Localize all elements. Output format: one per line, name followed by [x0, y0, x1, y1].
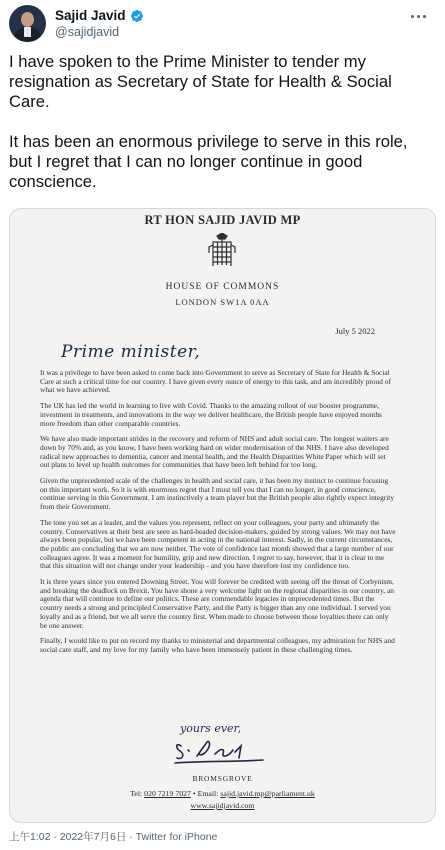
author-handle[interactable]: @sajidjavid — [55, 25, 120, 39]
tweet-header — [9, 5, 429, 45]
letter-paragraph: It is three years since you entered Downing Street. You will forever be credited with seeing off the threat of Corbynism, and breaking the deadlock on Brexit. You have shone a very welcome light on the regional disparities in our country, an agenda that will continue to define our politics. These are commendable legacies in unprecedented times. But the country needs a strong and principled Conservative Party, and the Party is bigger than any one individual. I served you loyally and as a friend, but we all serve the country first. When made to choose between those loyalties there can only be one answer. — [40, 577, 394, 630]
tweet-time[interactable]: 上午1:02 — [9, 831, 51, 843]
handwritten-signature — [173, 736, 268, 766]
letter-paragraph: We have also made important strides in the recovery and reform of NHS and adult social care. The longest waiters are down by 70% and, as you know, I have been working hard on wider modernisation of the NHS. I have also developed radical new approaches to dementia, cancer and mental health, and the Health Disparities White Paper which will set out plans to level up health outcomes for communities that have been left behind for too long. — [40, 434, 389, 470]
letter-date: July 5 2022 — [335, 326, 375, 336]
signatory: BROMSGROVE — [192, 774, 253, 783]
letterhead-title: RT HON SAJID JAVID MP — [144, 213, 301, 227]
letter-paragraph: Finally, I would like to put on record my thanks to ministerial and departmental colleagues, my admiration for NHS and social care staff, and my love for my family who have been immensely patient in these challenging times. — [40, 636, 395, 654]
tel-label: Tel: — [130, 789, 143, 798]
more-options-icon[interactable] — [407, 9, 429, 23]
tweet-meta — [9, 829, 217, 844]
email-label: • Email: — [192, 789, 219, 798]
author-display-name[interactable]: Sajid Javid — [55, 8, 126, 23]
tel-number: 020 7219 7027 — [144, 789, 191, 798]
letter-image[interactable] — [9, 208, 436, 823]
tweet-paragraph: It has been an enormous privilege to serve in this role, but I regret that I can no longer continue in good conscience. — [9, 132, 408, 191]
verified-badge-icon — [130, 9, 144, 23]
avatar[interactable] — [9, 5, 46, 42]
letter-paragraph: Given the unprecedented scale of the challenges in health and social care, it has been my instinct to continue focusing on this important work. So it is with enormous regret that I must tell you that I can no longer, in good conscience, continue serving in this Government. I am instinctively a team player but the British people also rightly expect integrity from their Government. — [40, 476, 395, 512]
tweet-text — [9, 52, 434, 212]
letter-paragraph: The tone you set as a leader, and the values you represent, reflect on your colleagues, your party and ultimately the country. Conservatives at their best are seen as hard-headed decision-makers, guided by strong values. We may not have always been popular, but we have been competent in acting in the national interest. Sadly, in the current circumstances, the public are concluding that we are now neither. The vote of confidence last month showed that a large number of our colleagues agree. It was a moment for humility, grip and new direction. I regret to say, however, that it is clear to me that this situation will not change under your leadership - and you have therefore lost my confidence too. — [40, 517, 396, 571]
letter-salutation: Prime minister, — [61, 342, 201, 362]
letter-signoff: yours ever, — [180, 722, 242, 735]
email-address: sajid.javid.mp@parliament.uk — [220, 789, 315, 798]
letter-body — [40, 369, 396, 662]
meta-separator: · — [129, 831, 133, 843]
portcullis-crest-icon — [207, 233, 237, 271]
letter-website: www.sajidjavid.com — [190, 801, 255, 810]
tweet-date[interactable]: 2022年7月6日 — [59, 831, 127, 843]
letter-paragraph: It was a privilege to have been asked to come back into Government to serve as Secretary of State for Health & Social Care at such a critical time for our country. I have given every ounce of energy to this task, and am incredibly proud of what we have achieved. — [40, 368, 391, 395]
letter-paragraph: The UK has led the world in learning to live with Covid. Thanks to the amazing rollout of our booster programme, investment in treatments, and innovations in the way we deliver healthcare, the British people have enjoyed months more freedom than other comparable countries. — [40, 401, 382, 428]
letter-contact — [10, 789, 435, 798]
tweet-paragraph: I have spoken to the Prime Minister to tender my resignation as Secretary of State for Health & Social Care. — [9, 52, 392, 111]
tweet-source[interactable]: Twitter for iPhone — [135, 831, 218, 843]
meta-separator: · — [53, 831, 57, 843]
author-display-name-row[interactable] — [55, 8, 144, 23]
author-names — [55, 8, 144, 39]
letterhead-address: LONDON SW1A 0AA — [175, 297, 270, 307]
letterhead-house: HOUSE OF COMMONS — [165, 282, 280, 292]
resignation-letter — [10, 209, 435, 822]
